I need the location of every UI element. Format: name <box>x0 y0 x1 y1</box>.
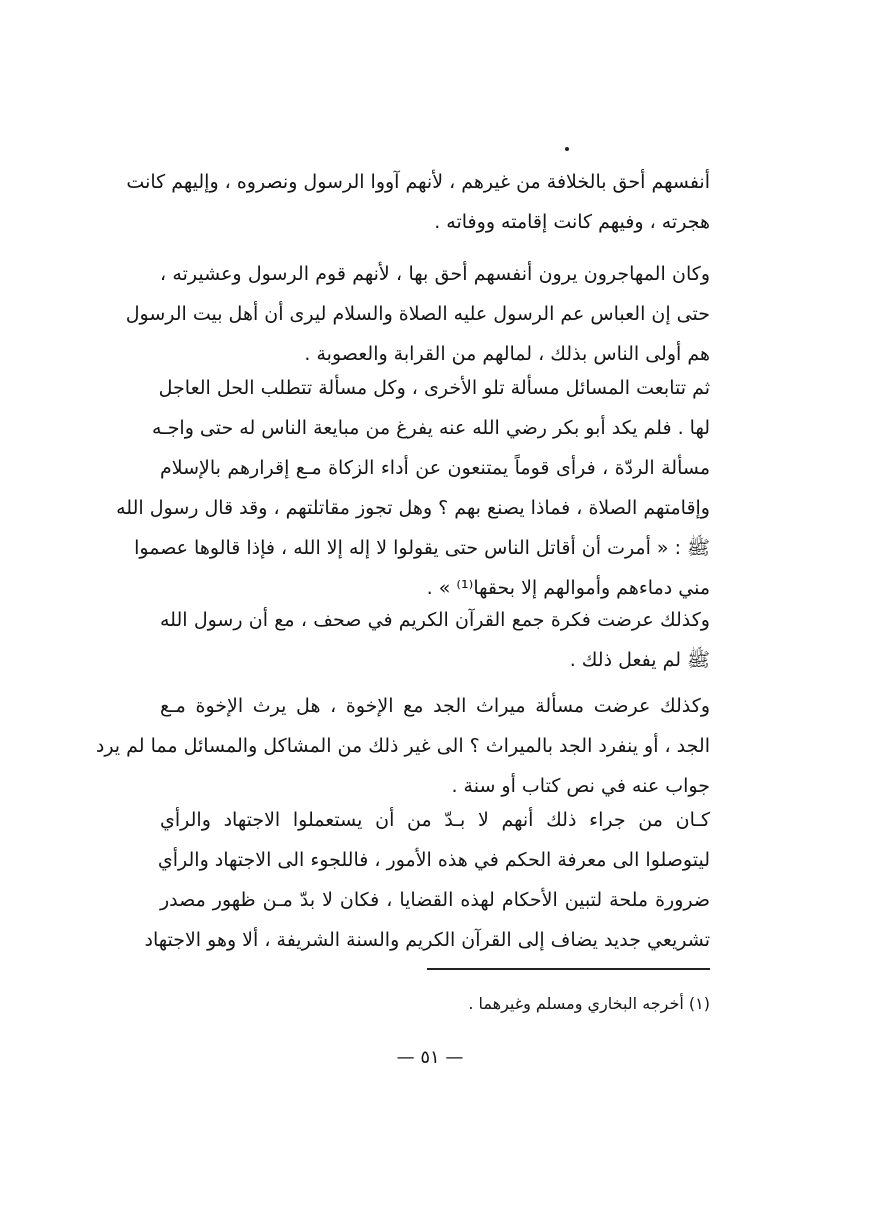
footnote-divider <box>427 968 710 970</box>
text-line: أنفسهم أحق بالخلافة من غيرهم ، لأنهم آووا الرسول ونصروه ، وإليهم كانت <box>126 171 710 193</box>
paragraph-3 <box>116 368 710 608</box>
page-speck-mark <box>565 147 569 151</box>
text-line: حتى إن العباس عم الرسول عليه الصلاة والسلام ليرى أن أهل بيت الرسول <box>125 303 710 325</box>
text-line: ليتوصلوا الى معرفة الحكم في هذه الأمور ، فاللجوء الى الاجتهاد والرأي <box>157 849 710 871</box>
text-line: جواب عنه في نص كتاب أو سنة . <box>451 775 710 797</box>
text-line: هجرته ، وفيهم كانت إقامته ووفاته . <box>434 211 710 233</box>
text-line: وكذلك عرضت مسألة ميراث الجد مع الإخوة ، هل يرث الإخوة مـع <box>160 695 710 717</box>
paragraph-1 <box>126 162 710 242</box>
paragraph-6 <box>144 800 710 960</box>
text-line: لها . فلم يكد أبو بكر رضي الله عنه يفرغ من مبايعة الناس له حتى واجـه <box>151 417 710 439</box>
text-line: مسألة الردّة ، فرأى قوماً يمتنعون عن أداء الزكاة مـع إقرارهم بالإسلام <box>160 457 710 479</box>
text-line: تشريعي جديد يضاف إلى القرآن الكريم والسنة الشريفة ، ألا وهو الاجتهاد <box>144 929 710 951</box>
text-line: ثم تتابعت المسائل مسألة تلو الأخرى ، وكل مسألة تتطلب الحل العاجل <box>158 377 710 399</box>
paragraph-4 <box>160 600 710 680</box>
text-line: وكذلك عرضت فكرة جمع القرآن الكريم في صحف ، مع أن رسول الله <box>160 609 710 631</box>
text-line: ضرورة ملحة لتبين الأحكام لهذه القضايا ، فكان لا بدّ مـن ظهور مصدر <box>160 889 710 911</box>
text-line: كـان من جراء ذلك أنهم لا بـدّ من أن يستعملوا الاجتهاد والرأي <box>160 809 710 831</box>
text-line: هم أولى الناس بذلك ، لمالهم من القرابة والعصوبة . <box>304 343 710 365</box>
footnote: (١) أخرجه البخاري ومسلم وغيرهما . <box>468 994 710 1013</box>
paragraph-2 <box>125 254 710 374</box>
text-line: مني دماءهم وأموالهم إلا بحقها⁽¹⁾ » . <box>426 577 710 599</box>
text-line: وإقامتهم الصلاة ، فماذا يصنع بهم ؟ وهل تجوز مقاتلتهم ، وقد قال رسول الله <box>116 497 710 519</box>
text-line: ﷺ لم يفعل ذلك . <box>569 649 710 671</box>
page-number: — ٥١ — <box>396 1047 464 1068</box>
paragraph-5 <box>95 686 710 806</box>
text-line: ﷺ : « أمرت أن أقاتل الناس حتى يقولوا لا إله إلا الله ، فإذا قالوها عصموا <box>134 537 710 559</box>
text-line: وكان المهاجرون يرون أنفسهم أحق بها ، لأنهم قوم الرسول وعشيرته ، <box>160 263 710 285</box>
text-line: الجد ، أو ينفرد الجد بالميراث ؟ الى غير ذلك من المشاكل والمسائل مما لم يرد <box>95 735 710 757</box>
